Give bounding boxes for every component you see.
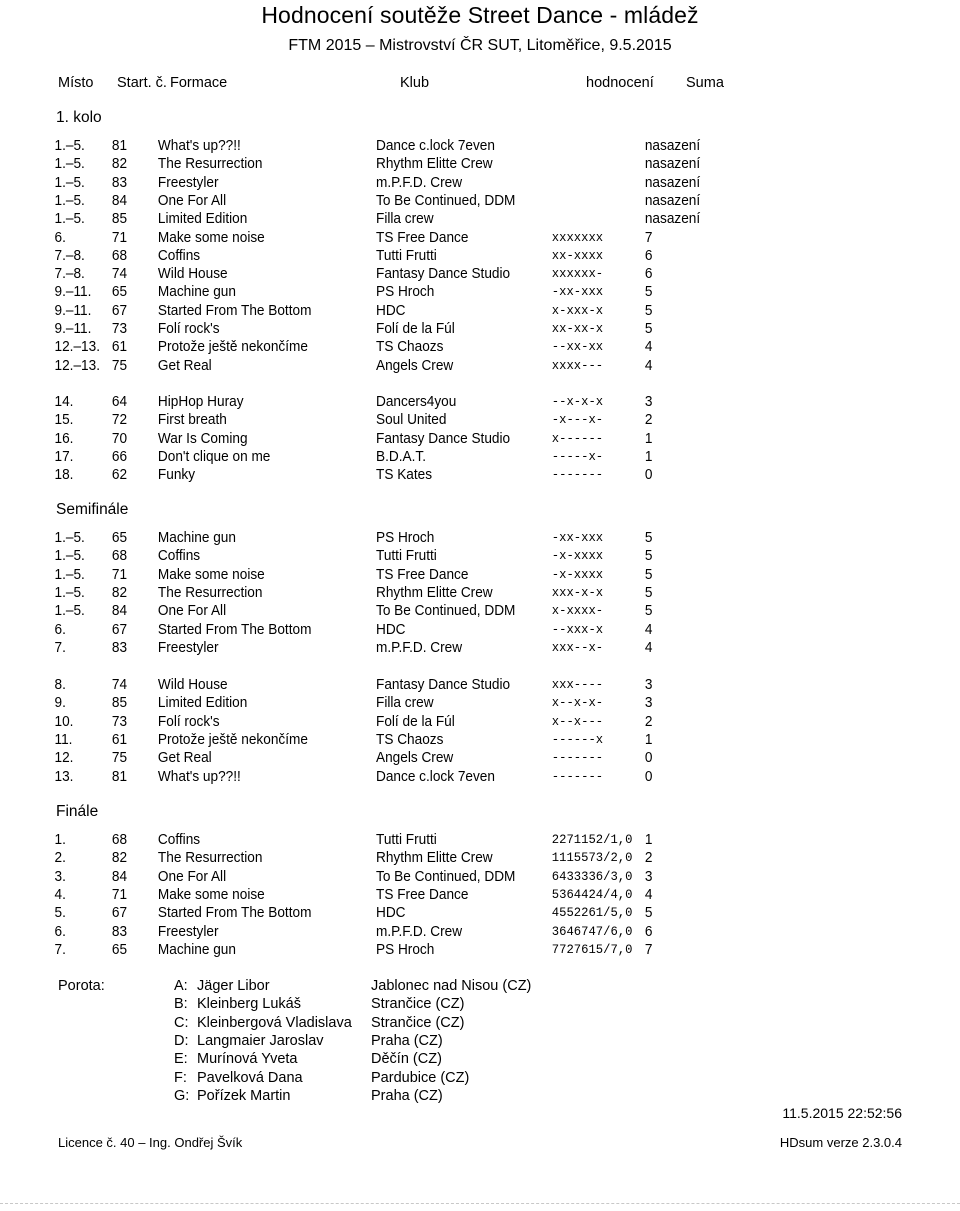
cell-start: 81	[111, 138, 128, 154]
cell-formation: Started From The Bottom	[157, 905, 312, 922]
cell-sum: 5	[644, 584, 653, 601]
header-place: Místo	[58, 75, 94, 91]
cell-formation: Don't clique on me	[157, 448, 271, 465]
cell-club: B.D.A.T.	[376, 448, 426, 465]
table-row	[0, 923, 902, 941]
cell-start: 61	[111, 339, 128, 356]
cell-club: To Be Continued, DDM	[376, 603, 516, 620]
jury-name: Jäger Libor	[197, 978, 270, 994]
cell-start: 82	[111, 850, 128, 867]
jury-name: Langmaier Jaroslav	[197, 1032, 324, 1049]
cell-formation: War Is Coming	[157, 430, 248, 447]
cell-start: 72	[111, 412, 128, 429]
table-row	[0, 768, 902, 786]
cell-club: HDC	[376, 905, 406, 922]
cell-place: 1.–5.	[54, 156, 85, 173]
cell-club: To Be Continued, DDM	[376, 868, 516, 885]
cell-place: 1.–5.	[54, 138, 85, 154]
cell-evaluation: xxx----	[551, 677, 604, 692]
cell-evaluation: --x-x-x	[551, 394, 604, 409]
cell-evaluation: x------	[551, 430, 604, 446]
cell-sum: 2	[644, 412, 653, 429]
cell-club: PS Hroch	[376, 530, 435, 546]
cell-evaluation: -x-xxxx	[551, 566, 604, 582]
cell-formation: First breath	[157, 412, 227, 429]
cell-club: Fantasy Dance Studio	[376, 266, 511, 283]
jury-letter: E:	[174, 1051, 188, 1068]
cell-sum: 6	[644, 247, 653, 264]
cell-sum: nasazení	[644, 138, 701, 154]
cell-place: 9.–11.	[54, 321, 92, 337]
table-row	[0, 621, 902, 639]
cell-start: 73	[111, 321, 128, 337]
cell-club: Rhythm Elitte Crew	[376, 584, 493, 601]
jury-city: Strančice (CZ)	[371, 996, 465, 1013]
cell-formation: HipHop Huray	[157, 394, 244, 410]
cell-formation: Started From The Bottom	[157, 302, 312, 319]
cell-formation: What's up??!!	[157, 768, 241, 785]
cell-club: Tutti Frutti	[376, 548, 437, 565]
table-row	[0, 210, 902, 228]
jury-city: Praha (CZ)	[371, 1087, 443, 1104]
cell-club: TS Free Dance	[376, 566, 469, 583]
table-row	[0, 941, 902, 959]
cell-evaluation: xx-xx-x	[551, 321, 604, 336]
table-row	[0, 731, 902, 749]
cell-formation: One For All	[157, 868, 227, 885]
cell-club: Filla crew	[376, 211, 434, 228]
table-row	[0, 831, 902, 849]
cell-formation: One For All	[157, 192, 227, 209]
cell-sum: nasazení	[644, 156, 701, 173]
cell-place: 15.	[54, 412, 74, 429]
cell-evaluation: xxxx---	[551, 357, 604, 373]
cell-start: 65	[111, 530, 128, 546]
cell-club: TS Chaozs	[376, 731, 444, 748]
cell-club: m.P.F.D. Crew	[376, 174, 463, 191]
cell-sum: 4	[644, 639, 653, 656]
cell-club: PS Hroch	[376, 284, 435, 301]
cell-club: Fantasy Dance Studio	[376, 677, 511, 693]
cell-place: 1.–5.	[54, 211, 85, 228]
header-start: Start. č.	[117, 75, 167, 91]
cell-sum: 5	[644, 905, 653, 922]
header-club: Klub	[400, 75, 430, 91]
cell-start: 82	[111, 584, 128, 601]
jury-letter: D:	[174, 1032, 189, 1049]
timestamp: 11.5.2015 22:52:56	[782, 1105, 902, 1121]
jury-city: Strančice (CZ)	[371, 1014, 465, 1031]
cell-evaluation: 6433336/3,0	[551, 868, 633, 884]
cell-place: 10.	[54, 713, 74, 730]
cell-place: 9.	[54, 695, 66, 712]
cell-formation: Folí rock's	[157, 321, 220, 337]
jury-name: Pořízek Martin	[197, 1087, 291, 1104]
jury-name: Kleinbergová Vladislava	[197, 1014, 352, 1031]
cell-sum: nasazení	[644, 192, 701, 209]
cell-sum: nasazení	[644, 211, 701, 228]
jury-name: Kleinberg Lukáš	[197, 996, 301, 1013]
cell-club: Dance c.lock 7even	[376, 768, 495, 785]
cell-club: Angels Crew	[376, 357, 454, 374]
cell-sum: 6	[644, 266, 653, 283]
cell-evaluation: xxxxxxx	[551, 229, 604, 245]
license-text: Licence č. 40 – Ing. Ondřej Švík	[58, 1135, 243, 1150]
header-sum: Suma	[686, 75, 724, 91]
cell-formation: Freestyler	[157, 923, 219, 940]
section-title-finale: Finále	[56, 803, 99, 820]
cell-start: 65	[111, 284, 128, 301]
cell-start: 67	[111, 302, 128, 319]
table-row	[0, 448, 902, 466]
cell-formation: Protože ještě nekončíme	[157, 731, 308, 748]
cell-start: 68	[111, 247, 128, 264]
cell-start: 83	[111, 923, 128, 940]
table-row	[0, 547, 902, 565]
cell-place: 1.–5.	[54, 192, 85, 209]
table-row	[0, 713, 902, 731]
table-row	[0, 694, 902, 712]
cell-evaluation: -------	[551, 750, 604, 766]
cell-sum: 1	[644, 832, 653, 848]
cell-evaluation: --xx-xx	[551, 339, 604, 355]
cell-evaluation: xxxxxx-	[551, 266, 604, 282]
cell-place: 2.	[54, 850, 66, 867]
cell-club: Dancers4you	[376, 394, 457, 410]
cell-sum: 4	[644, 886, 653, 903]
cell-evaluation: -------	[551, 467, 604, 483]
cell-start: 61	[111, 731, 128, 748]
cell-formation: Wild House	[157, 677, 228, 693]
cell-evaluation: -xx-xxx	[551, 284, 604, 300]
cell-evaluation: 3646747/6,0	[551, 923, 633, 939]
cell-formation: Coffins	[157, 548, 201, 565]
cell-start: 83	[111, 174, 128, 191]
page-title: Hodnocení soutěže Street Dance - mládež	[261, 2, 699, 28]
cell-start: 75	[111, 750, 128, 767]
cell-formation: Machine gun	[157, 284, 236, 301]
cell-sum: 5	[644, 284, 653, 301]
cell-place: 13.	[54, 768, 74, 785]
cell-formation: Machine gun	[157, 530, 236, 546]
table-row	[0, 174, 902, 192]
cell-place: 11.	[54, 731, 73, 748]
table-row	[0, 192, 902, 210]
cell-sum: 5	[644, 548, 653, 565]
table-row	[0, 229, 902, 247]
cell-sum: 4	[644, 339, 653, 356]
cell-place: 3.	[54, 868, 66, 885]
cell-formation: Get Real	[157, 750, 212, 767]
cell-sum: 5	[644, 530, 653, 546]
cell-formation: Coffins	[157, 832, 201, 848]
cell-club: Tutti Frutti	[376, 247, 437, 264]
page-subtitle: FTM 2015 – Mistrovství ČR SUT, Litoměřice, 9.5.2015	[288, 37, 672, 54]
table-row	[0, 584, 902, 602]
cell-formation: Limited Edition	[157, 695, 248, 712]
cell-sum: 7	[644, 229, 653, 246]
cell-place: 1.	[54, 832, 66, 848]
jury-name: Pavelková Dana	[197, 1069, 303, 1086]
table-row	[0, 529, 902, 547]
cell-club: HDC	[376, 302, 406, 319]
cell-place: 8.	[54, 677, 66, 693]
jury-city: Pardubice (CZ)	[371, 1069, 470, 1086]
cell-place: 5.	[54, 905, 66, 922]
table-header	[0, 74, 960, 92]
cell-sum: 2	[644, 713, 653, 730]
cell-place: 9.–11.	[54, 284, 92, 301]
cell-sum: nasazení	[644, 174, 701, 191]
table-row	[0, 338, 902, 356]
cell-start: 84	[111, 192, 128, 209]
jury-letter: A:	[174, 978, 188, 994]
table-row	[0, 247, 902, 265]
cell-sum: 5	[644, 302, 653, 319]
cell-sum: 1	[644, 731, 653, 748]
cell-start: 82	[111, 156, 128, 173]
table-row	[0, 639, 902, 657]
cell-formation: Make some noise	[157, 886, 265, 903]
cell-sum: 4	[644, 357, 653, 374]
jury-name: Murínová Yveta	[197, 1051, 298, 1068]
cell-place: 1.–5.	[54, 174, 85, 191]
cell-start: 83	[111, 639, 128, 656]
table-row	[0, 265, 902, 283]
cell-sum: 0	[644, 467, 653, 484]
table-row	[0, 602, 902, 620]
cell-club: Filla crew	[376, 695, 434, 712]
cell-evaluation: -x---x-	[551, 412, 604, 428]
cell-club: Folí de la Fúl	[376, 713, 455, 730]
jury-city: Praha (CZ)	[371, 1032, 443, 1049]
cell-place: 4.	[54, 886, 66, 903]
table-row	[0, 886, 902, 904]
table-row	[0, 155, 902, 173]
cell-start: 65	[111, 941, 128, 958]
cell-formation: Make some noise	[157, 229, 265, 246]
cell-start: 84	[111, 868, 128, 885]
cell-club: Rhythm Elitte Crew	[376, 156, 493, 173]
cell-sum: 1	[644, 430, 653, 447]
cell-formation: Started From The Bottom	[157, 621, 312, 638]
cell-evaluation: x--x-x-	[551, 695, 604, 711]
cell-start: 84	[111, 603, 128, 620]
cell-place: 1.–5.	[54, 548, 85, 565]
cell-formation: Get Real	[157, 357, 212, 374]
cell-evaluation: -x-xxxx	[551, 548, 604, 564]
cell-evaluation: -------	[551, 768, 604, 784]
cell-formation: The Resurrection	[157, 850, 263, 867]
cell-sum: 5	[644, 603, 653, 620]
cell-sum: 1	[644, 448, 653, 465]
header-formation: Formace	[170, 75, 228, 91]
cell-club: TS Kates	[376, 467, 433, 484]
cell-club: Rhythm Elitte Crew	[376, 850, 493, 867]
cell-evaluation: x-xxxx-	[551, 603, 604, 619]
cell-place: 7.	[54, 941, 66, 958]
cell-start: 66	[111, 448, 128, 465]
table-row	[0, 302, 902, 320]
cell-formation: The Resurrection	[157, 156, 263, 173]
table-row	[0, 283, 902, 301]
cell-formation: Freestyler	[157, 639, 219, 656]
cell-place: 6.	[54, 229, 66, 246]
cell-place: 17.	[54, 448, 74, 465]
cell-evaluation: 2271152/1,0	[551, 832, 633, 847]
jury-city: Děčín (CZ)	[371, 1051, 442, 1068]
cell-start: 71	[111, 566, 128, 583]
cell-sum: 6	[644, 923, 653, 940]
cell-evaluation: xxx--x-	[551, 639, 604, 655]
cell-club: HDC	[376, 621, 406, 638]
cell-evaluation: 7727615/7,0	[551, 941, 633, 957]
cell-start: 74	[111, 677, 128, 693]
cell-start: 74	[111, 266, 128, 283]
table-row	[0, 849, 902, 867]
cell-formation: The Resurrection	[157, 584, 263, 601]
table-row	[0, 904, 902, 922]
cell-club: m.P.F.D. Crew	[376, 923, 463, 940]
cell-sum: 3	[644, 868, 653, 885]
table-row	[0, 137, 902, 155]
cell-sum: 3	[644, 677, 653, 693]
cell-start: 85	[111, 211, 128, 228]
cell-place: 1.–5.	[54, 603, 85, 620]
cell-evaluation: -xx-xxx	[551, 530, 604, 545]
cell-formation: Limited Edition	[157, 211, 248, 228]
cell-evaluation: 5364424/4,0	[551, 886, 633, 902]
cell-sum: 0	[644, 768, 653, 785]
cell-evaluation: xx-xxxx	[551, 247, 604, 263]
cell-evaluation: ------x	[551, 731, 604, 747]
bottom-divider	[0, 1203, 960, 1204]
cell-club: Tutti Frutti	[376, 832, 437, 848]
cell-evaluation: xxx-x-x	[551, 584, 604, 600]
cell-place: 6.	[54, 923, 66, 940]
cell-evaluation: --xxx-x	[551, 621, 604, 637]
cell-club: m.P.F.D. Crew	[376, 639, 463, 656]
cell-sum: 5	[644, 321, 653, 337]
jury-letter: C:	[174, 1014, 189, 1031]
cell-sum: 5	[644, 566, 653, 583]
cell-place: 1.–5.	[54, 584, 85, 601]
cell-start: 68	[111, 548, 128, 565]
cell-club: TS Chaozs	[376, 339, 444, 356]
cell-formation: One For All	[157, 603, 227, 620]
jury-letter: G:	[174, 1087, 190, 1104]
jury-city: Jablonec nad Nisou (CZ)	[371, 978, 532, 994]
cell-place: 7.	[54, 639, 66, 656]
cell-club: PS Hroch	[376, 941, 435, 958]
cell-place: 7.–8.	[54, 247, 85, 264]
cell-start: 71	[111, 229, 128, 246]
cell-place: 16.	[54, 430, 74, 447]
cell-formation: Freestyler	[157, 174, 219, 191]
version-text: HDsum verze 2.3.0.4	[779, 1135, 902, 1150]
cell-start: 70	[111, 430, 128, 447]
cell-sum: 3	[644, 394, 653, 410]
cell-place: 12.	[54, 750, 74, 767]
header-evaluation: hodnocení	[586, 75, 654, 91]
cell-start: 85	[111, 695, 128, 712]
cell-start: 64	[111, 394, 128, 410]
section-title-semifinale: Semifinále	[56, 501, 129, 518]
section-title-kolo1: 1. kolo	[56, 109, 102, 126]
cell-sum: 0	[644, 750, 653, 767]
cell-club: Folí de la Fúl	[376, 321, 455, 337]
cell-place: 14.	[54, 394, 74, 410]
cell-start: 68	[111, 832, 128, 848]
cell-sum: 7	[644, 941, 653, 958]
table-row	[0, 749, 902, 767]
cell-evaluation: 1115573/2,0	[551, 850, 633, 866]
cell-formation: Make some noise	[157, 566, 265, 583]
cell-formation: What's up??!!	[157, 138, 241, 154]
cell-place: 18.	[54, 467, 74, 484]
cell-club: Fantasy Dance Studio	[376, 430, 511, 447]
cell-place: 1.–5.	[54, 566, 85, 583]
cell-place: 12.–13.	[54, 357, 101, 374]
cell-formation: Protože ještě nekončíme	[157, 339, 308, 356]
jury-label: Porota:	[58, 978, 105, 994]
cell-club: Soul United	[376, 412, 447, 429]
cell-club: TS Free Dance	[376, 229, 469, 246]
cell-start: 73	[111, 713, 128, 730]
cell-start: 71	[111, 886, 128, 903]
cell-formation: Machine gun	[157, 941, 236, 958]
cell-sum: 2	[644, 850, 653, 867]
cell-sum: 3	[644, 695, 653, 712]
cell-club: Angels Crew	[376, 750, 454, 767]
table-row	[0, 393, 902, 411]
cell-sum: 4	[644, 621, 653, 638]
table-row	[0, 676, 902, 694]
cell-start: 75	[111, 357, 128, 374]
cell-club: To Be Continued, DDM	[376, 192, 516, 209]
cell-place: 7.–8.	[54, 266, 85, 283]
cell-formation: Folí rock's	[157, 713, 220, 730]
cell-place: 1.–5.	[54, 530, 85, 546]
cell-start: 81	[111, 768, 128, 785]
cell-evaluation: -----x-	[551, 448, 604, 464]
cell-club: Dance c.lock 7even	[376, 138, 495, 154]
table-row	[0, 466, 902, 484]
cell-place: 9.–11.	[54, 302, 92, 319]
cell-evaluation: 4552261/5,0	[551, 905, 633, 921]
table-row	[0, 566, 902, 584]
table-row	[0, 320, 902, 338]
cell-place: 6.	[54, 621, 66, 638]
cell-start: 67	[111, 905, 128, 922]
table-row	[0, 357, 902, 375]
cell-formation: Coffins	[157, 247, 201, 264]
cell-start: 67	[111, 621, 128, 638]
cell-formation: Funky	[157, 467, 196, 484]
cell-club: TS Free Dance	[376, 886, 469, 903]
cell-evaluation: x--x---	[551, 713, 604, 729]
table-row	[0, 430, 902, 448]
cell-place: 12.–13.	[54, 339, 101, 356]
table-row	[0, 868, 902, 886]
cell-formation: Wild House	[157, 266, 228, 283]
cell-start: 62	[111, 467, 128, 484]
jury-letter: F:	[174, 1069, 187, 1086]
table-row	[0, 411, 902, 429]
cell-evaluation: x-xxx-x	[551, 302, 604, 318]
jury-letter: B:	[174, 996, 188, 1013]
